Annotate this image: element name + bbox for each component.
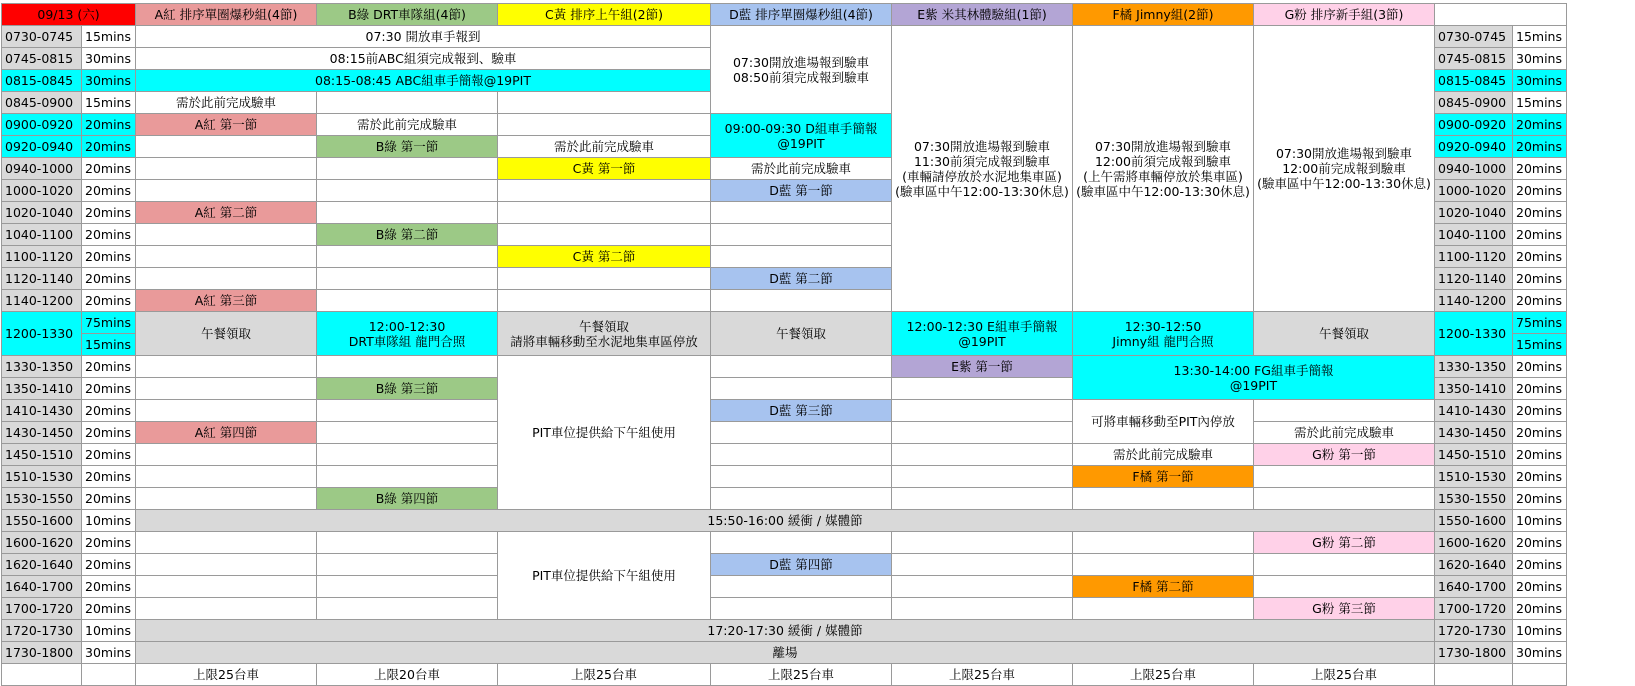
schedule-block	[711, 356, 892, 378]
row-1730-1800	[2, 642, 1567, 664]
schedule-cell	[317, 444, 498, 466]
time-cell: 1000-1020	[2, 180, 82, 202]
schedule-block: 午餐領取 請將車輛移動至水泥地集車區停放	[498, 312, 711, 356]
duration-cell-right: 30mins	[1513, 70, 1567, 92]
duration-cell: 30mins	[82, 642, 136, 664]
group-header-f-orange: F橘 Jimny組(2節)	[1073, 4, 1254, 26]
schedule-cell: 需於此前完成驗車	[136, 92, 317, 114]
schedule-block: 09:00-09:30 D組車手簡報 @19PIT	[711, 114, 892, 158]
time-cell-right: 1730-1800	[1435, 642, 1513, 664]
time-cell-right: 1040-1100	[1435, 224, 1513, 246]
schedule-cell	[136, 378, 317, 400]
row-1600-1620	[2, 532, 1567, 554]
schedule-cell	[136, 466, 317, 488]
schedule-block	[711, 378, 892, 400]
duration-cell: 20mins	[82, 246, 136, 268]
time-cell-right: 0845-0900	[1435, 92, 1513, 114]
time-cell-right: 1620-1640	[1435, 554, 1513, 576]
header-date: 09/13 (六)	[2, 4, 136, 26]
schedule-cell: 上限25台車	[1254, 664, 1435, 686]
time-cell: 1120-1140	[2, 268, 82, 290]
time-cell: 1350-1410	[2, 378, 82, 400]
duration-cell-right: 30mins	[1513, 642, 1567, 664]
row-0730-0745	[2, 26, 1567, 48]
time-cell: 1700-1720	[2, 598, 82, 620]
schedule-cell	[498, 92, 711, 114]
row-1200-1330	[2, 312, 1567, 334]
time-cell-right: 0940-1000	[1435, 158, 1513, 180]
schedule-cell	[136, 554, 317, 576]
schedule-cell	[317, 422, 498, 444]
schedule-cell: A紅 第一節	[136, 114, 317, 136]
schedule-cell	[317, 576, 498, 598]
schedule-block	[1254, 400, 1435, 422]
row-1330-1350	[2, 356, 1567, 378]
time-cell-right: 1700-1720	[1435, 598, 1513, 620]
schedule-block	[892, 422, 1073, 444]
schedule-cell: 08:15-08:45 ABC組車手簡報@19PIT	[136, 70, 711, 92]
time-cell-right: 1720-1730	[1435, 620, 1513, 642]
duration-cell: 20mins	[82, 356, 136, 378]
schedule-block: G粉 第一節	[1254, 444, 1435, 466]
schedule-cell	[498, 290, 711, 312]
time-cell: 1330-1350	[2, 356, 82, 378]
schedule-cell: B綠 第一節	[317, 136, 498, 158]
duration-cell-right: 20mins	[1513, 290, 1567, 312]
time-cell: 1730-1800	[2, 642, 82, 664]
row-1720-1730	[2, 620, 1567, 642]
duration-cell-right: 15mins	[1513, 92, 1567, 114]
schedule-cell	[498, 114, 711, 136]
row-1620-1640	[2, 554, 1567, 576]
duration-cell-right: 20mins	[1513, 180, 1567, 202]
duration-cell-right: 20mins	[1513, 598, 1567, 620]
schedule-block	[711, 598, 892, 620]
time-cell: 1720-1730	[2, 620, 82, 642]
time-cell-right: 1100-1120	[1435, 246, 1513, 268]
duration-cell-right	[1513, 664, 1567, 686]
schedule-block: 午餐領取	[711, 312, 892, 356]
duration-cell: 20mins	[82, 158, 136, 180]
schedule-cell	[317, 290, 498, 312]
schedule-cell: 需於此前完成驗車	[317, 114, 498, 136]
duration-cell-right: 20mins	[1513, 114, 1567, 136]
schedule-block	[1073, 488, 1254, 510]
schedule-cell: 上限25台車	[1073, 664, 1254, 686]
schedule-block	[892, 576, 1073, 598]
duration-cell-right: 20mins	[1513, 158, 1567, 180]
schedule-block: D藍 第四節	[711, 554, 892, 576]
schedule-block	[1254, 554, 1435, 576]
schedule-cell	[136, 356, 317, 378]
row-1450-1510	[2, 444, 1567, 466]
schedule-block: 午餐領取	[136, 312, 317, 356]
time-cell: 1530-1550	[2, 488, 82, 510]
schedule-block: 12:30-12:50 Jimny組 龍門合照	[1073, 312, 1254, 356]
schedule-block	[711, 576, 892, 598]
duration-cell-right: 20mins	[1513, 532, 1567, 554]
group-header-a-red: A紅 排序單圈爆秒組(4節)	[136, 4, 317, 26]
time-cell: 1640-1700	[2, 576, 82, 598]
schedule-cell	[317, 554, 498, 576]
schedule-block: PIT車位提供給下午組使用	[498, 356, 711, 510]
header-row	[2, 4, 1567, 26]
schedule-block	[711, 202, 892, 224]
time-cell-right: 1200-1330	[1435, 312, 1513, 356]
time-cell-right	[1435, 664, 1513, 686]
duration-cell-right: 20mins	[1513, 444, 1567, 466]
schedule-block	[892, 444, 1073, 466]
row-1410-1430	[2, 400, 1567, 422]
duration-cell: 20mins	[82, 444, 136, 466]
schedule-cell: C黃 第一節	[498, 158, 711, 180]
time-cell-right: 1600-1620	[1435, 532, 1513, 554]
schedule-cell: 15:50-16:00 緩衝 / 媒體節	[136, 510, 1435, 532]
group-header-d-blue: D藍 排序單圈爆秒組(4節)	[711, 4, 892, 26]
schedule-cell	[317, 400, 498, 422]
schedule-table	[1, 3, 1567, 686]
schedule-cell	[136, 158, 317, 180]
time-cell-right: 1120-1140	[1435, 268, 1513, 290]
schedule-cell: 上限20台車	[317, 664, 498, 686]
time-cell: 1550-1600	[2, 510, 82, 532]
schedule-cell	[136, 246, 317, 268]
schedule-block: 需於此前完成驗車	[1254, 422, 1435, 444]
schedule-block	[892, 378, 1073, 400]
duration-cell: 20mins	[82, 224, 136, 246]
schedule-cell	[136, 576, 317, 598]
time-cell-right: 1410-1430	[1435, 400, 1513, 422]
schedule-cell: 17:20-17:30 緩衝 / 媒體節	[136, 620, 1435, 642]
time-cell: 1410-1430	[2, 400, 82, 422]
schedule-cell: B綠 第三節	[317, 378, 498, 400]
duration-cell: 20mins	[82, 180, 136, 202]
schedule-block	[892, 554, 1073, 576]
time-cell: 0920-0940	[2, 136, 82, 158]
duration-cell: 20mins	[82, 488, 136, 510]
duration-cell: 20mins	[82, 136, 136, 158]
duration-cell-right: 15mins	[1513, 334, 1567, 356]
schedule-block: 需於此前完成驗車	[711, 158, 892, 180]
schedule-cell	[136, 444, 317, 466]
duration-cell: 10mins	[82, 620, 136, 642]
time-cell: 0940-1000	[2, 158, 82, 180]
duration-cell-right: 20mins	[1513, 488, 1567, 510]
duration-cell: 20mins	[82, 378, 136, 400]
time-cell-right: 0920-0940	[1435, 136, 1513, 158]
duration-cell: 20mins	[82, 114, 136, 136]
time-cell: 0900-0920	[2, 114, 82, 136]
duration-cell: 30mins	[82, 70, 136, 92]
time-cell: 1430-1450	[2, 422, 82, 444]
time-cell-right: 1020-1040	[1435, 202, 1513, 224]
duration-cell: 15mins	[82, 26, 136, 48]
schedule-cell	[136, 224, 317, 246]
schedule-cell	[317, 466, 498, 488]
schedule-cell: B綠 第二節	[317, 224, 498, 246]
schedule-block: 13:30-14:00 FG組車手簡報 @19PIT	[1073, 356, 1435, 400]
schedule-cell	[317, 180, 498, 202]
time-cell: 0815-0845	[2, 70, 82, 92]
duration-cell-right: 20mins	[1513, 136, 1567, 158]
row-1510-1530	[2, 466, 1567, 488]
schedule-cell	[317, 532, 498, 554]
header-blank-right	[1435, 4, 1567, 26]
time-cell: 0745-0815	[2, 48, 82, 70]
duration-cell-right: 15mins	[1513, 26, 1567, 48]
time-cell: 1510-1530	[2, 466, 82, 488]
schedule-body	[2, 4, 1567, 686]
duration-cell-right: 20mins	[1513, 576, 1567, 598]
schedule-cell: B綠 第四節	[317, 488, 498, 510]
schedule-block	[711, 290, 892, 312]
duration-cell: 20mins	[82, 576, 136, 598]
row-1550-1600	[2, 510, 1567, 532]
schedule-cell: 08:15前ABC組須完成報到、驗車	[136, 48, 711, 70]
time-cell: 1100-1120	[2, 246, 82, 268]
schedule-block	[711, 224, 892, 246]
schedule-block: D藍 第一節	[711, 180, 892, 202]
schedule-cell	[498, 268, 711, 290]
schedule-cell: 07:30 開放車手報到	[136, 26, 711, 48]
schedule-cell: 上限25台車	[136, 664, 317, 686]
duration-cell-right: 75mins	[1513, 312, 1567, 334]
schedule-block: D藍 第二節	[711, 268, 892, 290]
schedule-block: 午餐領取	[1254, 312, 1435, 356]
duration-cell: 20mins	[82, 598, 136, 620]
duration-cell-right: 20mins	[1513, 554, 1567, 576]
row-1700-1720	[2, 598, 1567, 620]
schedule-cell	[317, 598, 498, 620]
duration-cell-right: 30mins	[1513, 48, 1567, 70]
time-cell: 1600-1620	[2, 532, 82, 554]
schedule-block	[711, 532, 892, 554]
schedule-block	[1073, 598, 1254, 620]
time-cell: 1020-1040	[2, 202, 82, 224]
schedule-block	[892, 466, 1073, 488]
schedule-block: E紫 第一節	[892, 356, 1073, 378]
time-cell-right: 1430-1450	[1435, 422, 1513, 444]
time-cell	[2, 664, 82, 686]
duration-cell-right: 20mins	[1513, 268, 1567, 290]
schedule-block	[892, 488, 1073, 510]
schedule-cell: 離場	[136, 642, 1435, 664]
duration-cell	[82, 664, 136, 686]
time-cell-right: 0730-0745	[1435, 26, 1513, 48]
row-1640-1700	[2, 576, 1567, 598]
schedule-cell	[136, 400, 317, 422]
schedule-block: 07:30開放進場報到驗車 11:30前須完成報到驗車 (車輛請停放於水泥地集車區) (驗車區中午12:00-13:30休息)	[892, 26, 1073, 312]
schedule-block: 需於此前完成驗車	[1073, 444, 1254, 466]
schedule-cell: A紅 第三節	[136, 290, 317, 312]
schedule-block: PIT車位提供給下午組使用	[498, 532, 711, 620]
duration-cell-right: 20mins	[1513, 378, 1567, 400]
duration-cell-right: 20mins	[1513, 246, 1567, 268]
duration-cell-right: 20mins	[1513, 400, 1567, 422]
duration-cell: 20mins	[82, 290, 136, 312]
duration-cell-right: 20mins	[1513, 224, 1567, 246]
row-1530-1550	[2, 488, 1567, 510]
time-cell: 1040-1100	[2, 224, 82, 246]
time-cell: 1450-1510	[2, 444, 82, 466]
schedule-block	[892, 400, 1073, 422]
schedule-cell: C黃 第二節	[498, 246, 711, 268]
time-cell: 0845-0900	[2, 92, 82, 114]
duration-cell: 20mins	[82, 400, 136, 422]
schedule-block	[1254, 488, 1435, 510]
time-cell-right: 1510-1530	[1435, 466, 1513, 488]
schedule-cell	[317, 356, 498, 378]
schedule-block: 07:30開放進場報到驗車 12:00前完成報到驗車 (驗車區中午12:00-13:30休息)	[1254, 26, 1435, 312]
schedule-block: G粉 第二節	[1254, 532, 1435, 554]
time-cell-right: 1330-1350	[1435, 356, 1513, 378]
schedule-cell	[317, 92, 498, 114]
group-header-b-green: B綠 DRT車隊組(4節)	[317, 4, 498, 26]
time-cell: 1200-1330	[2, 312, 82, 356]
time-cell-right: 0900-0920	[1435, 114, 1513, 136]
time-cell-right: 1000-1020	[1435, 180, 1513, 202]
schedule-cell: 上限25台車	[711, 664, 892, 686]
schedule-cell	[136, 488, 317, 510]
time-cell-right: 1350-1410	[1435, 378, 1513, 400]
schedule-cell	[317, 268, 498, 290]
schedule-cell	[136, 268, 317, 290]
duration-cell: 20mins	[82, 268, 136, 290]
schedule-cell	[136, 598, 317, 620]
time-cell-right: 0745-0815	[1435, 48, 1513, 70]
schedule-block: 07:30開放進場報到驗車 12:00前須完成報到驗車 (上午需將車輛停放於集車區) (驗車區中午12:00-13:30休息)	[1073, 26, 1254, 312]
time-cell: 1620-1640	[2, 554, 82, 576]
time-cell-right: 1530-1550	[1435, 488, 1513, 510]
schedule-block	[711, 422, 892, 444]
schedule-cell	[136, 136, 317, 158]
schedule-block: F橘 第二節	[1073, 576, 1254, 598]
duration-cell-right: 20mins	[1513, 466, 1567, 488]
duration-cell: 30mins	[82, 48, 136, 70]
time-cell: 1140-1200	[2, 290, 82, 312]
schedule-block	[1254, 576, 1435, 598]
schedule-cell	[136, 532, 317, 554]
time-cell: 0730-0745	[2, 26, 82, 48]
duration-cell: 20mins	[82, 202, 136, 224]
time-cell-right: 0815-0845	[1435, 70, 1513, 92]
duration-cell: 20mins	[82, 466, 136, 488]
schedule-block: 12:00-12:30 E組車手簡報 @19PIT	[892, 312, 1073, 356]
row-extra-29	[2, 664, 1567, 686]
schedule-cell: 上限25台車	[892, 664, 1073, 686]
schedule-cell	[136, 180, 317, 202]
schedule-cell: A紅 第四節	[136, 422, 317, 444]
schedule-block: 可將車輛移動至PIT內停放	[1073, 400, 1254, 444]
duration-cell-right: 20mins	[1513, 356, 1567, 378]
schedule-block: 07:30開放進場報到驗車 08:50前須完成報到驗車	[711, 26, 892, 114]
schedule-cell	[498, 202, 711, 224]
schedule-block: G粉 第三節	[1254, 598, 1435, 620]
duration-cell: 15mins	[82, 92, 136, 114]
schedule-block: F橘 第一節	[1073, 466, 1254, 488]
schedule-block	[892, 598, 1073, 620]
time-cell-right: 1550-1600	[1435, 510, 1513, 532]
group-header-g-pink: G粉 排序新手組(3節)	[1254, 4, 1435, 26]
duration-cell-right: 10mins	[1513, 510, 1567, 532]
duration-cell: 75mins	[82, 312, 136, 334]
duration-cell: 20mins	[82, 422, 136, 444]
schedule-cell	[317, 246, 498, 268]
group-header-e-purple: E紫 米其林體驗組(1節)	[892, 4, 1073, 26]
duration-cell-right: 20mins	[1513, 202, 1567, 224]
schedule-cell: A紅 第二節	[136, 202, 317, 224]
time-cell-right: 1450-1510	[1435, 444, 1513, 466]
schedule-block	[711, 466, 892, 488]
schedule-cell	[317, 202, 498, 224]
schedule-cell	[317, 158, 498, 180]
schedule-block	[1254, 466, 1435, 488]
row-1430-1450	[2, 422, 1567, 444]
schedule-block: 12:00-12:30 DRT車隊組 龍門合照	[317, 312, 498, 356]
duration-cell-right: 20mins	[1513, 422, 1567, 444]
schedule-block	[892, 532, 1073, 554]
group-header-c-yellow: C黃 排序上午組(2節)	[498, 4, 711, 26]
schedule-cell	[498, 180, 711, 202]
duration-cell: 15mins	[82, 334, 136, 356]
duration-cell: 20mins	[82, 554, 136, 576]
schedule-block	[1073, 554, 1254, 576]
duration-cell-right: 10mins	[1513, 620, 1567, 642]
schedule-block	[711, 444, 892, 466]
schedule-cell: 上限25台車	[498, 664, 711, 686]
schedule-block	[711, 246, 892, 268]
schedule-block: D藍 第三節	[711, 400, 892, 422]
duration-cell: 10mins	[82, 510, 136, 532]
schedule-cell	[498, 224, 711, 246]
time-cell-right: 1140-1200	[1435, 290, 1513, 312]
schedule-block	[1073, 532, 1254, 554]
schedule-cell: 需於此前完成驗車	[498, 136, 711, 158]
time-cell-right: 1640-1700	[1435, 576, 1513, 598]
schedule-block	[711, 488, 892, 510]
duration-cell: 20mins	[82, 532, 136, 554]
